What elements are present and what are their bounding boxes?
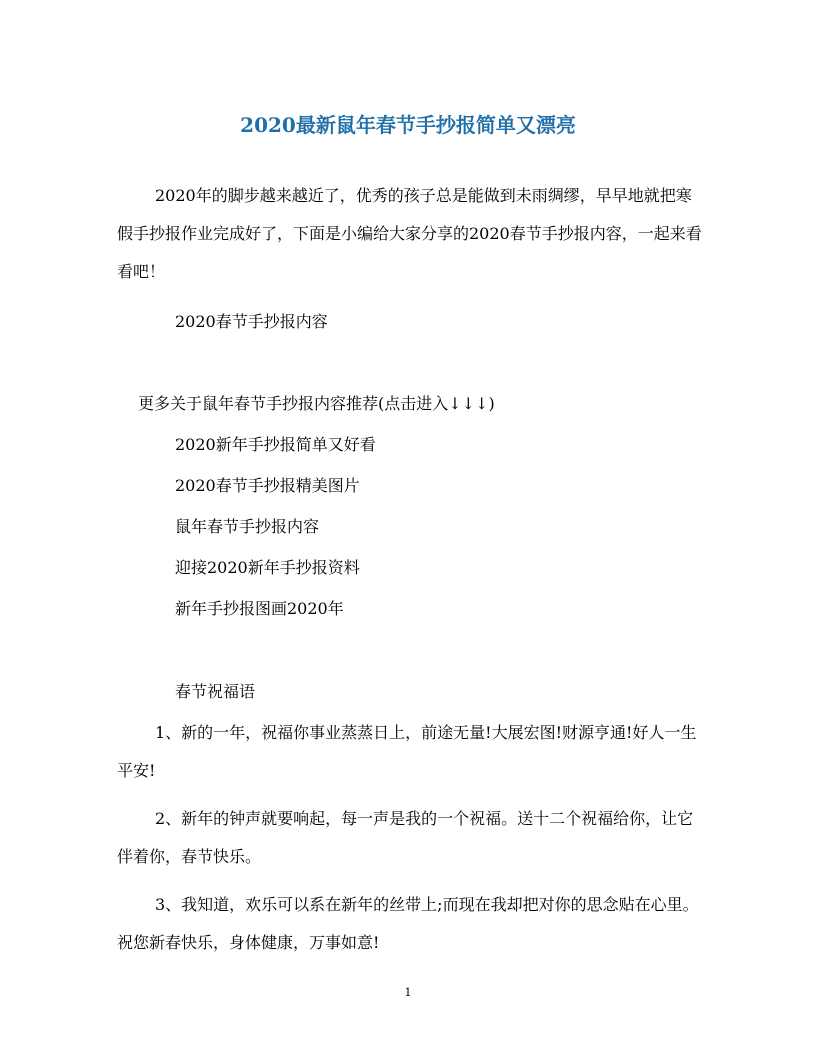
recommendation-link[interactable]: 迎接2020新年手抄报资料 [175, 558, 360, 577]
recommendation-link[interactable]: 鼠年春节手抄报内容 [175, 517, 320, 536]
intro-paragraph: 2020年的脚步越来越近了，优秀的孩子总是能做到未雨绸缪，早早地就把寒假手抄报作业完成好了，下面是小编给大家分享的2020春节手抄报内容，一起来看看吧！ [117, 186, 702, 281]
blessings-heading: 春节祝福语 [175, 682, 256, 701]
section-heading: 2020春节手抄报内容 [175, 312, 328, 331]
recommendation-link[interactable]: 2020春节手抄报精美图片 [175, 476, 360, 495]
more-recommendations-heading: 更多关于鼠年春节手抄报内容推荐(点击进入↓↓↓) [138, 394, 495, 413]
blessing-paragraph: 2、新年的钟声就要响起，每一声是我的一个祝福。送十二个祝福给你，让它伴着你，春节快乐。 [117, 809, 694, 866]
page-number: 1 [404, 986, 412, 999]
document-title: 2020最新鼠年春节手抄报简单又漂亮 [240, 113, 576, 137]
blessing-paragraph: 3、我知道，欢乐可以系在新年的丝带上;而现在我却把对你的思念贴在心里。祝您新春快乐，身体健康，万事如意! [117, 895, 699, 952]
recommendation-link[interactable]: 2020新年手抄报简单又好看 [175, 435, 376, 454]
blessing-paragraph: 1、新的一年，祝福你事业蒸蒸日上，前途无量!大展宏图!财源亨通!好人一生平安! [117, 723, 697, 780]
recommendation-link[interactable]: 新年手抄报图画2020年 [175, 599, 344, 618]
